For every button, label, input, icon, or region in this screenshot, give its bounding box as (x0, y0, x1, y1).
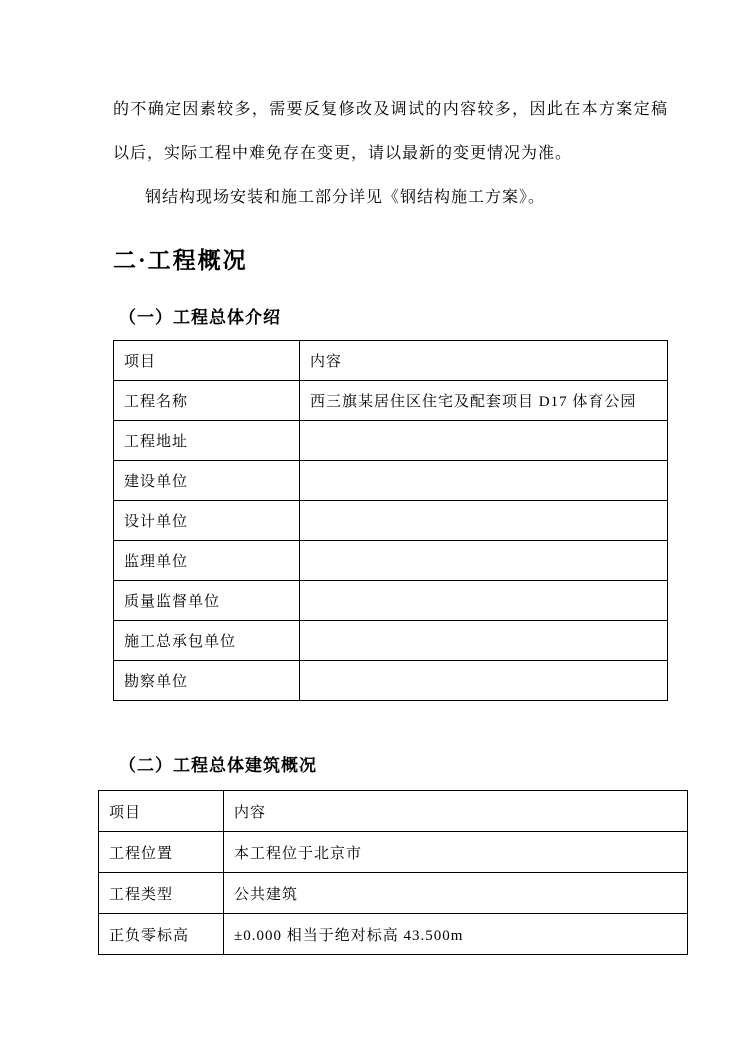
project-intro-table (113, 340, 668, 701)
cell-label: 设计单位 (114, 501, 300, 541)
cell-value: 西三旗某居住区住宅及配套项目 D17 体育公园 (300, 381, 668, 421)
table-row-zero-elevation (99, 914, 688, 955)
cell-label: 正负零标高 (99, 914, 224, 955)
cell-value (300, 421, 668, 461)
cell-value (300, 461, 668, 501)
paragraph-steel-structure-ref: 钢结构现场安装和施工部分详见《钢结构施工方案》。 (145, 189, 546, 206)
cell-label: 工程名称 (114, 381, 300, 421)
cell-label: 建设单位 (114, 461, 300, 501)
table-row-header (99, 791, 688, 832)
cell-label: 施工总承包单位 (114, 621, 300, 661)
subheading-overall-building-overview: （二）工程总体建筑概况 (119, 756, 317, 775)
cell-value: 公共建筑 (224, 873, 688, 914)
building-overview-table (98, 790, 688, 955)
table-row-project-name (114, 381, 668, 421)
cell-value (300, 581, 668, 621)
cell-label: 工程位置 (99, 832, 224, 873)
table-row-project-type (99, 873, 688, 914)
cell-value (300, 661, 668, 701)
cell-label: 监理单位 (114, 541, 300, 581)
cell-header-item: 项目 (114, 341, 300, 381)
cell-value: ±0.000 相当于绝对标高 43.500m (224, 914, 688, 955)
cell-value: 本工程位于北京市 (224, 832, 688, 873)
table-row-survey-unit (114, 661, 668, 701)
cell-header-content: 内容 (300, 341, 668, 381)
cell-value (300, 541, 668, 581)
table-row-general-contractor (114, 621, 668, 661)
subheading-overall-introduction: （一）工程总体介绍 (119, 308, 281, 327)
table-row-construction-unit (114, 461, 668, 501)
table-row-project-address (114, 421, 668, 461)
cell-label: 工程类型 (99, 873, 224, 914)
heading-project-overview: 二·工程概况 (113, 248, 248, 273)
table-row-header (114, 341, 668, 381)
paragraph-change-notice: 的不确定因素较多，需要反复修改及调试的内容较多，因此在本方案定稿以后，实际工程中难免存在变更，请以最新的变更情况为准。 (113, 101, 668, 162)
cell-value (300, 621, 668, 661)
table-row-supervision-unit (114, 541, 668, 581)
cell-header-item: 项目 (99, 791, 224, 832)
cell-value (300, 501, 668, 541)
table-row-quality-supervision-unit (114, 581, 668, 621)
table-row-project-location (99, 832, 688, 873)
cell-label: 勘察单位 (114, 661, 300, 701)
cell-label: 质量监督单位 (114, 581, 300, 621)
cell-header-content: 内容 (224, 791, 688, 832)
table-row-design-unit (114, 501, 668, 541)
cell-label: 工程地址 (114, 421, 300, 461)
